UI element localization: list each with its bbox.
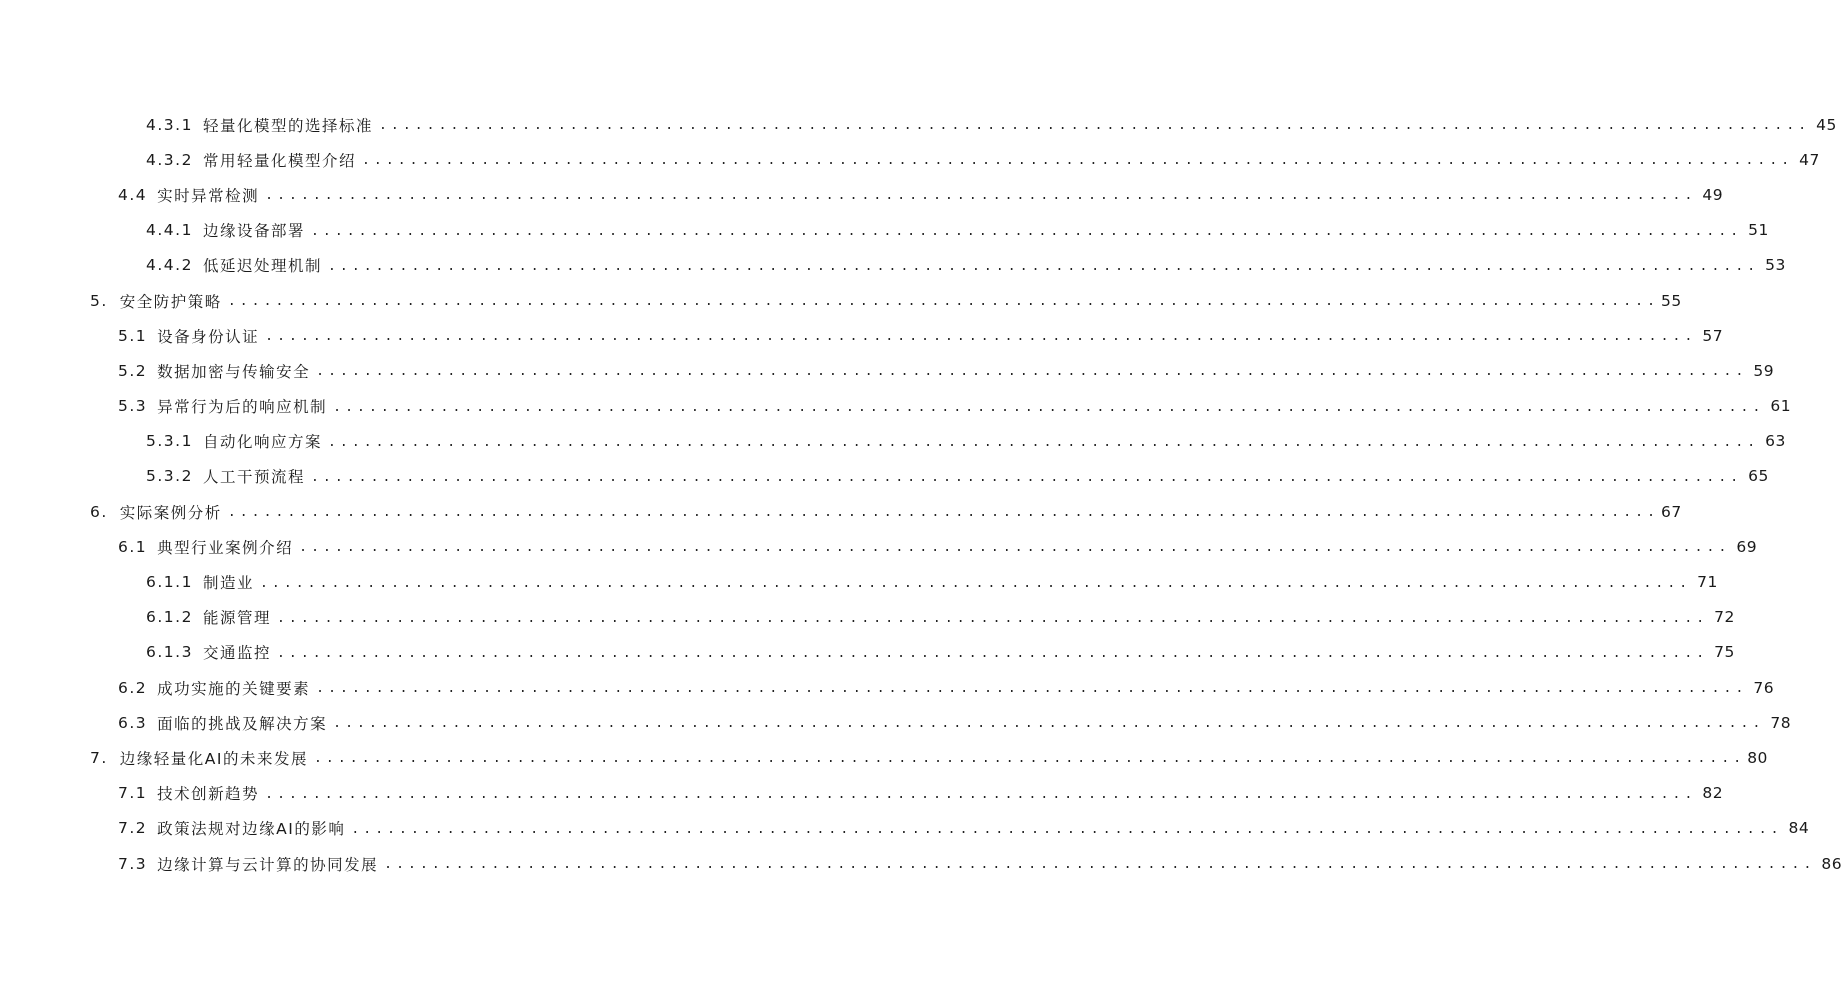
toc-entry-7[interactable] xyxy=(0,740,1768,775)
section-title: 技术创新趋势 xyxy=(157,785,260,804)
section-number: 5.3.2 xyxy=(146,467,193,486)
dot-leader: ........................................................................................................................ xyxy=(333,399,1765,415)
section-title: 能源管理 xyxy=(202,609,271,628)
dot-leader: ........................................................................................................................ xyxy=(316,364,1748,380)
toc-entry-4-4-1[interactable] xyxy=(0,213,1769,248)
page-number: 53 xyxy=(1765,256,1786,275)
section-title: 常用轻量化模型介绍 xyxy=(202,151,356,170)
dot-leader: ........................................................................................................................ xyxy=(265,786,1697,802)
page-number: 49 xyxy=(1702,185,1724,204)
page-number: 63 xyxy=(1765,432,1786,451)
toc-entry-5-1[interactable] xyxy=(0,318,1724,353)
section-number: 6.1.3 xyxy=(146,643,193,662)
toc-entry-4-3-1[interactable] xyxy=(0,107,1837,142)
section-number: 5.3.1 xyxy=(146,432,193,451)
section-number: 6.1 xyxy=(118,537,148,556)
page-number: 71 xyxy=(1697,573,1718,592)
section-number: 7. xyxy=(90,748,108,767)
section-number: 5.2 xyxy=(118,361,148,380)
page-number: 72 xyxy=(1714,608,1735,627)
section-title: 轻量化模型的选择标准 xyxy=(202,116,373,135)
dot-leader: ........................................................................................................................ xyxy=(265,188,1697,204)
section-title: 数据加密与传输安全 xyxy=(157,362,311,381)
page-number: 76 xyxy=(1753,678,1775,697)
toc-entry-6[interactable] xyxy=(0,494,1682,529)
dot-leader: ........................................................................................................................ xyxy=(259,575,1692,591)
dot-leader: ........................................................................................................................ xyxy=(265,329,1697,345)
section-title: 人工干预流程 xyxy=(202,468,305,487)
section-title: 异常行为后的响应机制 xyxy=(157,398,328,417)
dot-leader: ........................................................................................................................ xyxy=(276,610,1709,626)
dot-leader: ........................................................................................................................ xyxy=(361,153,1794,169)
section-title: 交通监控 xyxy=(202,644,271,663)
section-number: 6.3 xyxy=(118,713,148,732)
toc-entry-6-2[interactable] xyxy=(0,670,1775,705)
page-number: 67 xyxy=(1661,502,1682,521)
toc-entry-5-3-2[interactable] xyxy=(0,459,1769,494)
page-number: 51 xyxy=(1748,221,1769,240)
section-title: 实际案例分析 xyxy=(119,503,222,522)
dot-leader: ........................................................................................................................ xyxy=(378,118,1811,134)
page-number: 75 xyxy=(1714,643,1735,662)
toc-entry-6-1-1[interactable] xyxy=(0,564,1718,599)
toc-entry-6-1-3[interactable] xyxy=(0,635,1735,670)
toc-entry-6-3[interactable] xyxy=(0,705,1792,740)
toc-entry-6-1-2[interactable] xyxy=(0,600,1735,635)
page-number: 82 xyxy=(1702,784,1724,803)
page-number: 84 xyxy=(1788,819,1810,838)
section-number: 5. xyxy=(90,291,108,310)
page-number: 80 xyxy=(1747,748,1768,767)
toc-entry-5-2[interactable] xyxy=(0,353,1775,388)
toc-entry-5[interactable] xyxy=(0,283,1682,318)
page-number: 65 xyxy=(1748,467,1769,486)
section-number: 7.1 xyxy=(118,784,148,803)
dot-leader: ........................................................................................................................ xyxy=(384,857,1816,873)
section-number: 4.4 xyxy=(118,185,148,204)
section-number: 5.3 xyxy=(118,397,148,416)
dot-leader: ........................................................................................................................ xyxy=(227,294,1660,310)
dot-leader: ........................................................................................................................ xyxy=(276,645,1709,661)
page-number: 86 xyxy=(1821,854,1842,873)
dot-leader: ........................................................................................................................ xyxy=(327,434,1760,450)
section-title: 面临的挑战及解决方案 xyxy=(157,714,328,733)
section-number: 6.1.2 xyxy=(146,608,193,627)
dot-leader: ........................................................................................................................ xyxy=(327,258,1760,274)
toc-entry-5-3-1[interactable] xyxy=(0,424,1786,459)
section-number: 6.2 xyxy=(118,678,148,697)
section-title: 设备身份认证 xyxy=(157,327,260,346)
toc-entry-4-4[interactable] xyxy=(0,177,1724,212)
page-number: 69 xyxy=(1736,537,1758,556)
section-number: 4.4.2 xyxy=(146,256,193,275)
section-number: 4.3.2 xyxy=(146,150,193,169)
section-title: 自动化响应方案 xyxy=(202,433,322,452)
toc-entry-5-3[interactable] xyxy=(0,389,1792,424)
page-number: 55 xyxy=(1661,291,1682,310)
section-title: 安全防护策略 xyxy=(119,292,222,311)
toc-entry-4-3-2[interactable] xyxy=(0,142,1820,177)
section-number: 7.2 xyxy=(118,819,148,838)
table-of-contents xyxy=(0,107,1842,881)
section-number: 5.1 xyxy=(118,326,148,345)
dot-leader: ........................................................................................................................ xyxy=(310,469,1743,485)
section-title: 低延迟处理机制 xyxy=(202,257,322,276)
dot-leader: ........................................................................................................................ xyxy=(227,505,1660,521)
section-number: 6. xyxy=(90,502,108,521)
dot-leader: ........................................................................................................................ xyxy=(310,223,1743,239)
section-number: 6.1.1 xyxy=(146,573,193,592)
section-number: 4.3.1 xyxy=(146,115,193,134)
section-title: 政策法规对边缘AI的影响 xyxy=(157,820,346,839)
toc-entry-7-3[interactable] xyxy=(0,846,1842,881)
section-title: 边缘计算与云计算的协同发展 xyxy=(157,855,379,874)
section-title: 边缘轻量化AI的未来发展 xyxy=(119,749,308,768)
page-number: 47 xyxy=(1799,150,1820,169)
toc-entry-6-1[interactable] xyxy=(0,529,1758,564)
page-number: 45 xyxy=(1816,115,1837,134)
toc-entry-7-2[interactable] xyxy=(0,811,1810,846)
toc-entry-4-4-2[interactable] xyxy=(0,248,1786,283)
page-number: 59 xyxy=(1753,361,1775,380)
section-title: 实时异常检测 xyxy=(157,186,260,205)
section-title: 制造业 xyxy=(202,574,254,593)
page-number: 61 xyxy=(1770,397,1792,416)
dot-leader: ........................................................................................................................ xyxy=(313,751,1746,767)
dot-leader: ........................................................................................................................ xyxy=(316,681,1748,697)
dot-leader: ........................................................................................................................ xyxy=(299,540,1731,556)
section-title: 成功实施的关键要素 xyxy=(157,679,311,698)
section-number: 7.3 xyxy=(118,854,148,873)
section-number: 4.4.1 xyxy=(146,221,193,240)
page-number: 57 xyxy=(1702,326,1724,345)
section-title: 边缘设备部署 xyxy=(202,222,305,241)
dot-leader: ........................................................................................................................ xyxy=(333,716,1765,732)
dot-leader: ........................................................................................................................ xyxy=(351,821,1783,837)
page-number: 78 xyxy=(1770,713,1792,732)
toc-entry-7-1[interactable] xyxy=(0,776,1724,811)
section-title: 典型行业案例介绍 xyxy=(157,538,294,557)
